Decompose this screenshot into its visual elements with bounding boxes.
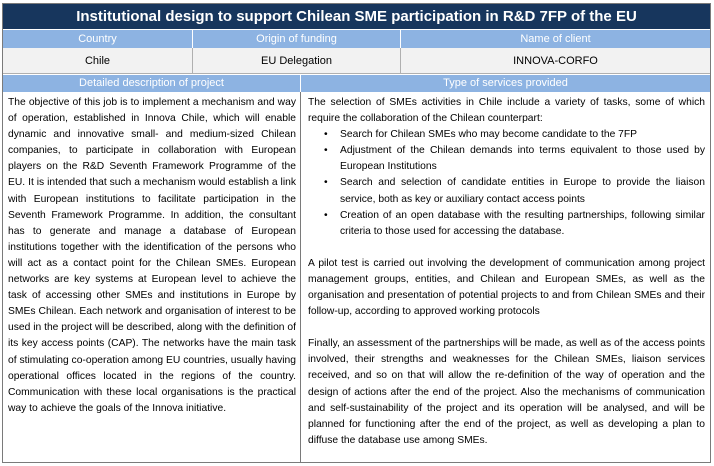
country-value: Chile [3,48,193,74]
project-title: Institutional design to support Chilean SME participation in R&D 7FP of the EU [3,4,710,29]
services-body [301,92,710,462]
services-header: Type of services provided [301,75,710,92]
assessment-paragraph: Finally, an assessment of the partnerships will be made, as well as of the access points involved, their strengths and weaknesses for the Chilean SMEs, liaison services received, and so on that will allow the re-definition of the way of operation and the design of actions after the end of the project. Also the mechanisms of communication and self-sustainability of the project and its operation will be analysed, and will be planned for functioning after the end of the project, as well as developing a plan to diffuse the database use among SMEs. [308,338,706,446]
description-header: Detailed description of project [3,75,301,92]
services-bullet: • Adjustment of the Chilean demands into terms equivalent to those used by European Institutions [340,143,705,175]
spacer [308,240,705,256]
project-sheet [2,3,711,463]
services-intro: The selection of SMEs activities in Chile include a variety of tasks, some of which require the collaboration of the Chilean counterpart: [308,97,705,125]
services-bullet: • Search for Chilean SMEs who may become candidate to the 7FP [340,127,705,143]
pilot-paragraph: A pilot test is carried out involving the development of communication among project management groups, entities, and Chilean and European SMEs, as well as the organisation and presentation of potential projects to and from Chilean SMEs and their follow-up, according to approved working protocols [308,257,705,318]
client-header: Name of client [401,30,710,48]
services-list [308,127,705,240]
description-text: The objective of this job is to implement a mechanism and way of operation, established in Innova Chile, which will enable dynamic and innovative small- and medium-sized Chilean companies, to participate in collaboration with European players on the R&D Seventh Framework Programme of the EU. It is intended that such a mechanism would establish a link with European institutions to facilitate participation in the Seventh Framework Programme. In addition, the consultant has to generate and manage a database of European institutions together with the identification of the persons who will act as a contact point for the Chilean SMEs. European networks are key systems at European level to achieve the task of accessing other SMEs and institutions in Europe by SMEs Chilean. Each network and organisation of interest to be used in the project will be described, along with the definition of its key access points (CAP). The networks have the main task of stimulating co-operation among EU countries, usually having operational offices located in the regions of the country. Communication with these local organisations is the practical way to achieve the goals of the Innova initiative. [3,92,301,462]
country-header: Country [3,30,193,48]
client-value: INNOVA-CORFO [401,48,710,74]
spacer [308,320,705,336]
origin-value: EU Delegation [193,48,401,74]
services-bullet: • Search and selection of candidate entities in Europe to provide the liaison service, both as key or auxiliary contact access points [340,175,705,207]
origin-header: Origin of funding [193,30,401,48]
services-bullet: • Creation of an open database with the resulting partnerships, following similar criteria to those used for accessing the database. [340,208,705,240]
